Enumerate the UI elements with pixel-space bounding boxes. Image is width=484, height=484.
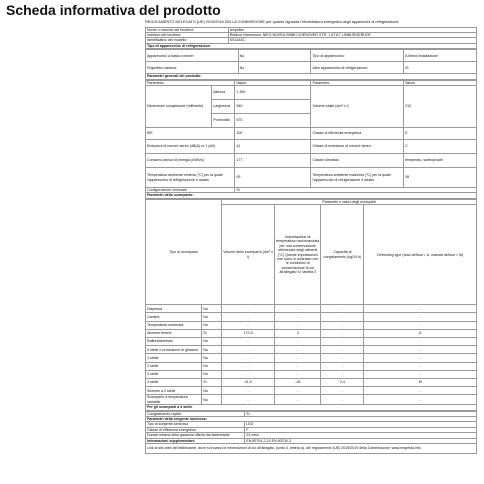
param2-col-header: Parametro [311,80,404,85]
compartment-present: No [202,362,222,370]
compartment-temp: - [275,354,321,362]
compartment-present: No [202,346,222,354]
compartment-freezing: - [321,387,364,395]
four-star-heading: Per gli scomparti a 4 stelle [146,405,477,410]
compartment-temp: - [275,370,321,378]
compartment-freezing: - [321,305,364,313]
compartment-name: 3 stelle [146,370,202,378]
compartment-volume: - [222,370,275,378]
max-temp-value: 38 [404,168,477,188]
compartment-row [146,387,477,395]
compartment-row [146,378,477,386]
light-class-value: F [245,427,477,432]
fast-freeze-label: Congelamento rapido [146,411,245,416]
compartment-row [146,354,477,362]
compartment-row [146,370,477,378]
compartment-temp: - [275,305,321,313]
appliance-type-heading: Tipo di apparecchio di refrigerazione: [146,43,477,48]
compartment-present: No [202,313,222,321]
compartment-freezing: - [321,362,364,370]
compartment-present: No [202,395,222,405]
annual-energy-value: 177 [235,154,311,168]
eei-value: 100 [235,128,311,140]
value-col-header: Valore [235,80,311,85]
compartment-name: Scomparto a temperatura variabile [146,395,202,405]
compartment-temp: -18 [275,378,321,386]
compartment-present: No [202,387,222,395]
light-type-value: LED [245,422,477,427]
fast-freeze-value: Sì [245,411,477,416]
max-temp-label: Temperatura ambiente massima (°C) per la quale l'apparecchio di refrigerazione è adatto [311,168,404,188]
compartment-present: Sì [202,378,222,386]
wine-cabinet-label: Frigorifero cantina: [146,62,239,74]
light-source-heading: Parametri della sorgente luminosa: [146,416,477,421]
compartment-name: Cantina [146,313,202,321]
energy-class-label: Classe di efficienza energetica [311,128,404,140]
other-appliance-value: Sì [404,62,477,74]
compartment-group-header: Parametri e valori degli scomparti [222,199,477,204]
width-label: Larghezza [212,100,235,114]
compartment-freezing: - [321,346,364,354]
compartment-volume: - [222,305,275,313]
address-label: Indirizzo del fornitore: [146,33,229,38]
noise-value: 41 [235,140,311,154]
freezing-capacity-header: Capacità di congelamento (kg/24 h) [321,205,364,305]
low-noise-value: No [238,50,311,62]
compartment-row [146,305,477,313]
compartment-volume: - [222,395,275,405]
compartment-freezing: - [321,321,364,329]
compartment-row [146,313,477,321]
appliance-type-value: A libera installazione [404,50,477,62]
page-title: Scheda informativa del prodotto [6,2,221,18]
total-volume-value: 212 [404,86,477,128]
compartment-present: No [202,354,222,362]
compartment-row [146,362,477,370]
compartment-present: No [202,321,222,329]
eei-label: IEE [146,128,235,140]
model-label: Identificativo del modello: [146,38,229,43]
compartment-temp: - [275,362,321,370]
four-star-table [145,411,477,454]
compartment-name: 4 stelle [146,378,202,386]
compartment-freezing: - [321,338,364,346]
compartment-defrost: - [364,313,477,321]
compartment-row [146,321,477,329]
min-temp-value: 09 [235,168,311,188]
compartment-table [145,199,477,411]
compartment-temp: - [275,387,321,395]
compartment-temp: 4 [275,329,321,337]
winter-setting-label: Configurazione invernale [146,188,235,193]
regulation-text: REGOLAMENTO DELEGATO (UE) 2019/2016 DELLA COMMISSIONE per quanto riguarda l'etichettatura energetica degli apparecchi di refrigerazione [145,20,399,24]
compartment-rows [146,305,477,405]
address-value: Radlum Hammnum, NIEG NOVEA GMBH CHENOVER STR. 1 67117 LIMBURGERHOF [228,33,476,38]
compartment-temp: - [275,395,321,405]
compartment-name: 2 stelle [146,362,202,370]
winter-setting-value: Sì [235,188,477,193]
document-body [145,20,477,454]
supplier-label: Nome o marchio del fornitore: [146,27,229,32]
compartment-defrost: A [364,329,477,337]
width-value: 540 [235,100,311,114]
compartment-freezing: - [321,354,364,362]
compartment-row [146,395,477,405]
compartment-volume: 41,5 [222,378,275,386]
value2-col-header: Valore [404,80,477,85]
footer-link-text: Link al sito web del fabbricante, dove si trovano le informazioni di cui all'allegato, punto 4, lettera a), del regolamento (UE) 2019/2019 della Commissione: www.respekta.info [146,443,477,453]
compartment-defrost: - [364,321,477,329]
model-value: KS1444C [228,38,476,43]
warranty-value: 24 mesi [245,433,477,438]
height-value: 1 450 [235,86,311,100]
annual-energy-label: Consumo annuo di energia (kWh/a) [146,154,235,168]
compartment-temp: - [275,321,321,329]
compartment-name: Temperatura moderata [146,321,202,329]
general-parameters-table [145,80,477,199]
wine-cabinet-value: No [238,62,311,74]
compartment-defrost: - [364,305,477,313]
noise-class-value: C [404,140,477,154]
climate-class-value: temperato, subtropicale [404,154,477,168]
compartment-defrost: - [364,387,477,395]
compartment-type-header: Tipo di scomparto [146,199,222,304]
low-noise-label: Apparecchio a basso rumore: [146,50,239,62]
compartment-defrost: - [364,370,477,378]
compartment-name: 1 stella [146,354,202,362]
compartment-temp: - [275,338,321,346]
depth-value: 570 [235,114,311,128]
compartment-volume: 170,5 [222,329,275,337]
compartment-temp: - [275,346,321,354]
climate-class-label: Classe climatica: [311,154,404,168]
height-label: Altezza [212,86,235,100]
energy-class-value: E [404,128,477,140]
additional-info-value: EN 60704-2-14 EN 60704-3 [245,438,477,443]
light-class-label: Classe di efficienza energetica [146,427,245,432]
compartment-volume: - [222,346,275,354]
general-parameters-heading: Parametri generali del prodotto: [146,74,477,79]
warranty-label: Durata minima della garanzia offerta dal fabbricante: [146,433,245,438]
compartment-present: No [202,305,222,313]
compartment-freezing: - [321,329,364,337]
compartment-defrost: - [364,354,477,362]
compartment-row [146,346,477,354]
compartment-name: 0 stelle o produzione di ghiaccio [146,346,202,354]
compartment-freezing: - [321,395,364,405]
dimensions-label: Dimensioni complessive (millimetri) [146,86,212,128]
compartment-heading: Parametri dello scomparto: [146,193,477,198]
compartment-defrost: - [364,395,477,405]
supplier-value: respekta [228,27,476,32]
compartment-temp: - [275,313,321,321]
compartment-volume: - [222,387,275,395]
defrost-type-header: Defrosting type (auto-defrost = A, manual defrost = M) [364,205,477,305]
compartment-volume: - [222,321,275,329]
compartment-present: No [202,338,222,346]
compartment-volume: - [222,313,275,321]
compartment-freezing: 2,4 [321,378,364,386]
compartment-volume: - [222,338,275,346]
compartment-volume: - [222,362,275,370]
compartment-freezing: - [321,313,364,321]
compartment-row [146,329,477,337]
compartment-name: Dispensa [146,305,202,313]
depth-label: Profondità [212,114,235,128]
compartment-volume: - [222,354,275,362]
total-volume-label: Volume totale (dm³ o l) [311,86,404,128]
noise-class-label: Classe di emissione di rumore aereo [311,140,404,154]
appliance-type-label: Tipo di apparecchio: [311,50,404,62]
light-type-label: Tipo di sorgente luminosa [146,422,245,427]
appliance-type-table [145,49,477,79]
compartment-name: Alimenti freschi [146,329,202,337]
other-appliance-label: Altro apparecchio di refrigerazione: [311,62,404,74]
compartment-defrost: - [364,346,477,354]
param-col-header: Parametro [146,80,235,85]
supplier-table [145,27,477,50]
compartment-defrost: - [364,362,477,370]
compartment-row [146,338,477,346]
compartment-freezing: - [321,370,364,378]
additional-info-label: Informazioni supplementari: [146,438,245,443]
noise-label: Emissioni di rumore aereo (dB(A) re 1 pW) [146,140,235,154]
min-temp-label: Temperatura ambiente minima (°C) per la quale l'apparecchio di refrigerazione è adatto [146,168,235,188]
compartment-present: No [202,370,222,378]
compartment-defrost: M [364,378,477,386]
compartment-present: Sì [202,329,222,337]
compartment-defrost: - [364,338,477,346]
compartment-name: Raffreddamento [146,338,202,346]
compartment-name: Sezione a 2 stelle [146,387,202,395]
volume-header: Volume dello scomparto (dm³ o l) [222,205,275,305]
temp-setting-header: Impostazione di temperatura raccomandata per una conservazione ottimizzata degli alimenti (°C) Queste impostazioni non sono in contrasto con le condizioni di conservazione di cui all'allegato IV, tabella 3 [275,205,321,305]
